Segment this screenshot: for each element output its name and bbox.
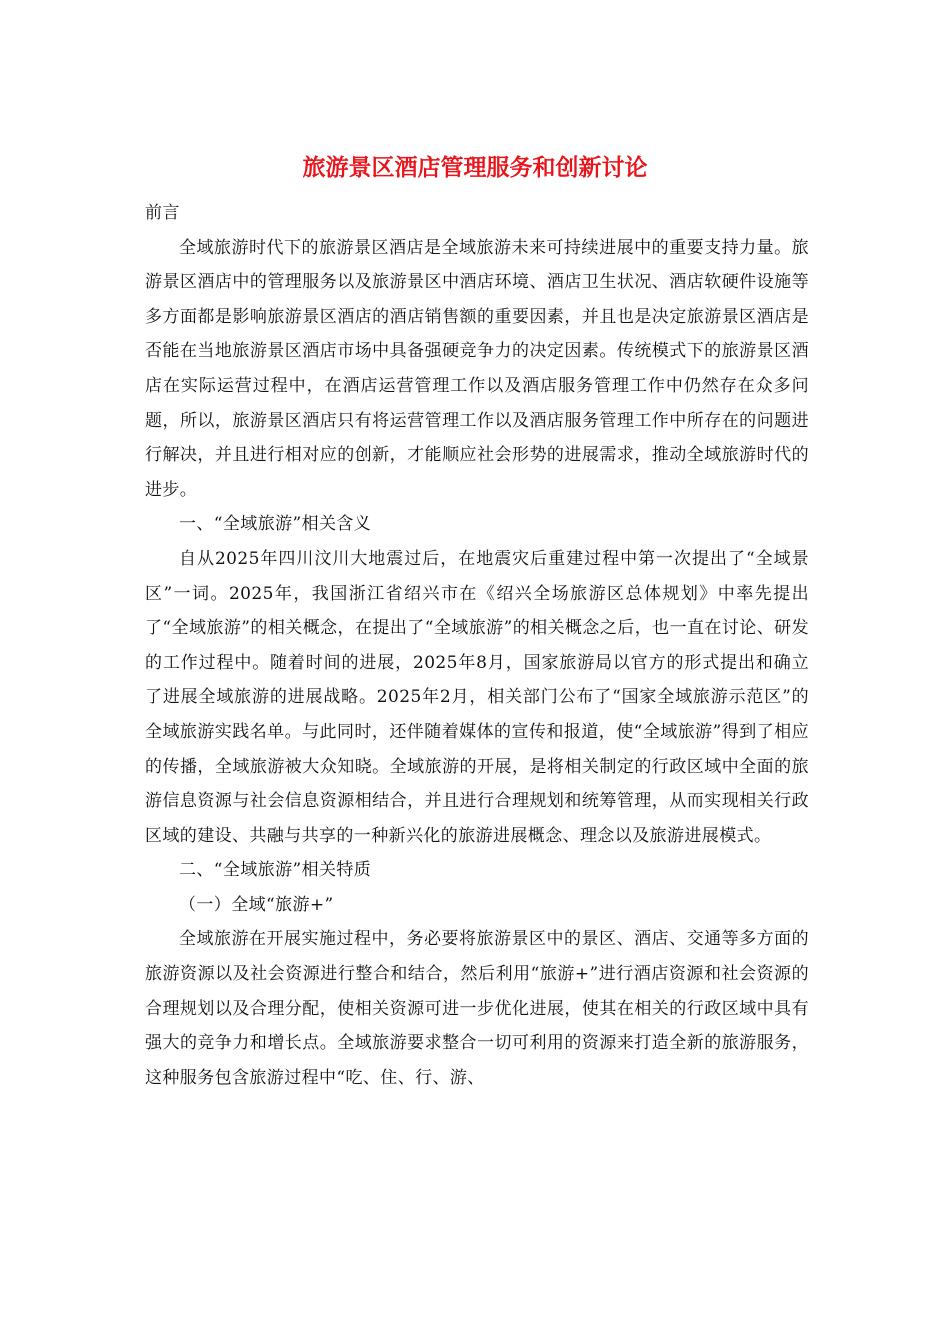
preface-heading: 前言 — [145, 203, 180, 223]
document-body — [145, 196, 809, 1095]
section-2-heading: 二、“全域旅游”相关特质 — [179, 860, 372, 881]
section-1-heading: 一、“全域旅游”相关含义 — [179, 514, 372, 535]
section-1-paragraph: 自从2025年四川汶川大地震过后，在地震灾后重建过程中第一次提出了“全域景区”一词。2025年，我国浙江省绍兴市在《绍兴全场旅游区总体规划》中率先提出了“全域旅游”的相关概念，在提出了“全域旅游”的相关概念之后，也一直在讨论、研发的工作过程中。随着时间的进展，2025年8月，国家旅游局以官方的形式提出和确立了进展全域旅游的进展战略。2025年2月，相关部门公布了“国家全域旅游示范区”的全域旅游实践名单。与此同时，还伴随着媒体的宣传和报道，使“全域旅游”得到了相应的传播，全域旅游被大众知晓。全域旅游的开展，是将相关制定的行政区域中全面的旅游信息资源与社会信息资源相结合，并且进行合理规划和统筹管理，从而实现相关行政区域的建设、共融与共享的一种新兴化的旅游进展概念、理念以及旅游进展模式。 — [145, 548, 809, 846]
preface-paragraph: 全域旅游时代下的旅游景区酒店是全域旅游未来可持续进展中的重要支持力量。旅游景区酒店中的管理服务以及旅游景区中酒店环境、酒店卫生状况、酒店软硬件设施等多方面都是影响旅游景区酒店的酒店销售额的重要因素，并且也是决定旅游景区酒店是否能在当地旅游景区酒店市场中具备强硬竞争力的决定因素。传统模式下的旅游景区酒店在实际运营过程中，在酒店运营管理工作以及酒店服务管理工作中仍然存在众多问题，所以，旅游景区酒店只有将运营管理工作以及酒店服务管理工作中所存在的问题进行解决，并且进行相对应的创新，才能顺应社会形势的进展需求，推动全域旅游时代的进步。 — [145, 237, 809, 500]
document-title: 旅游景区酒店管理服务和创新讨论 — [302, 154, 648, 181]
subsection-1-heading: （一）全域“旅游+” — [179, 894, 334, 915]
subsection-1-paragraph: 全域旅游在开展实施过程中，务必要将旅游景区中的景区、酒店、交通等多方面的旅游资源以及社会资源进行整合和结合，然后利用“旅游+”进行酒店资源和社会资源的合理规划以及合理分配，使相关资源可进一步优化进展，使其在相关的行政区域中具有强大的竞争力和增长点。全域旅游要求整合一切可利用的资源来打造全新的旅游服务，这种服务包含旅游过程中“吃、住、行、游、 — [145, 929, 809, 1088]
